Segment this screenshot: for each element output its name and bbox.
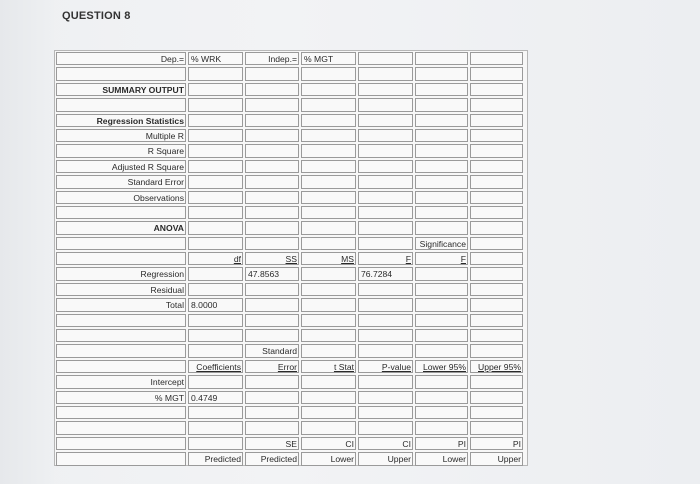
f-header: F bbox=[405, 254, 411, 265]
cell[interactable] bbox=[358, 83, 413, 96]
cell[interactable] bbox=[188, 437, 243, 450]
cell[interactable] bbox=[470, 283, 523, 296]
cell[interactable] bbox=[56, 344, 186, 357]
spacer bbox=[524, 266, 527, 281]
anova-row-label-cell[interactable] bbox=[56, 283, 186, 296]
regression-ms-cell[interactable] bbox=[301, 267, 356, 280]
cell[interactable] bbox=[301, 206, 356, 219]
cell[interactable] bbox=[56, 98, 186, 111]
spacer bbox=[524, 420, 527, 435]
cell[interactable] bbox=[56, 452, 186, 465]
f-header-cell[interactable] bbox=[358, 252, 413, 265]
cell[interactable] bbox=[415, 144, 468, 157]
stat-label-cell[interactable] bbox=[56, 191, 186, 204]
regression-sig-cell[interactable] bbox=[415, 267, 468, 280]
cell[interactable] bbox=[470, 129, 523, 142]
spacer bbox=[524, 143, 527, 158]
cell[interactable] bbox=[470, 114, 523, 127]
cell[interactable] bbox=[415, 67, 468, 80]
cell[interactable] bbox=[188, 406, 243, 419]
cell[interactable] bbox=[245, 175, 299, 188]
cell[interactable] bbox=[358, 67, 413, 80]
cell[interactable] bbox=[245, 114, 299, 127]
cell[interactable] bbox=[188, 83, 243, 96]
spacer bbox=[524, 328, 527, 343]
cell[interactable] bbox=[301, 129, 356, 142]
cell[interactable] bbox=[56, 237, 186, 250]
spacer bbox=[524, 282, 527, 297]
mgt-coef-cell[interactable] bbox=[188, 391, 243, 404]
cell[interactable] bbox=[245, 406, 299, 419]
summary-output-label: SUMMARY OUTPUT bbox=[102, 84, 184, 95]
upper-95-header: Upper 95% bbox=[478, 361, 521, 372]
cell[interactable] bbox=[245, 67, 299, 80]
regression-statistics-title: Regression Statistics bbox=[96, 115, 184, 126]
cell[interactable] bbox=[470, 267, 523, 280]
observations-value-cell[interactable] bbox=[188, 191, 243, 204]
stat-label-observations: Observations bbox=[133, 192, 184, 203]
regression-df-cell[interactable] bbox=[188, 267, 243, 280]
significance-f-header: F bbox=[460, 254, 466, 265]
cell[interactable] bbox=[301, 406, 356, 419]
stat-label-r-square: R Square bbox=[147, 146, 184, 157]
spacer bbox=[524, 205, 527, 220]
stat-label-cell[interactable] bbox=[56, 144, 186, 157]
spacer bbox=[524, 390, 527, 405]
residual-ms-cell[interactable] bbox=[301, 283, 356, 296]
cell[interactable] bbox=[470, 314, 523, 327]
stat-label-cell[interactable] bbox=[56, 160, 186, 173]
significance-f-header-cell[interactable] bbox=[415, 252, 468, 265]
standard-error-value-cell[interactable] bbox=[188, 175, 243, 188]
cell[interactable] bbox=[358, 237, 413, 250]
cell[interactable] bbox=[358, 406, 413, 419]
anova-total-label: Total bbox=[165, 300, 184, 311]
stat-label-multiple-r: Multiple R bbox=[145, 130, 184, 141]
cell[interactable] bbox=[415, 83, 468, 96]
p-value-header-cell[interactable] bbox=[358, 360, 413, 373]
p-value-header: P-value bbox=[381, 361, 411, 372]
ci-lower-header-top: CI bbox=[345, 438, 354, 449]
spacer bbox=[524, 220, 527, 235]
cell[interactable] bbox=[301, 344, 356, 357]
cell[interactable] bbox=[301, 298, 356, 311]
predicted-header: Predicted bbox=[204, 454, 241, 465]
cell[interactable] bbox=[470, 329, 523, 342]
cell[interactable] bbox=[415, 98, 468, 111]
cell[interactable] bbox=[245, 206, 299, 219]
cell[interactable] bbox=[415, 391, 468, 404]
ss-header: SS bbox=[285, 254, 297, 265]
total-df-cell[interactable] bbox=[188, 298, 243, 311]
stat-label-adjusted-r-square: Adjusted R Square bbox=[111, 161, 184, 172]
lower-95-header-cell[interactable] bbox=[415, 360, 468, 373]
ci-lower-header-top-cell[interactable] bbox=[301, 437, 356, 450]
spacer bbox=[524, 51, 527, 66]
cell[interactable] bbox=[56, 67, 186, 80]
worksheet-grid bbox=[55, 51, 527, 465]
cell[interactable] bbox=[56, 314, 186, 327]
regression-f-value: 76.7284 bbox=[361, 269, 393, 280]
cell[interactable] bbox=[358, 344, 413, 357]
cell[interactable] bbox=[358, 129, 413, 142]
cell[interactable] bbox=[470, 160, 523, 173]
cell[interactable] bbox=[358, 191, 413, 204]
dep-label-cell[interactable] bbox=[56, 52, 186, 65]
significance-header: Significance bbox=[419, 238, 466, 249]
cell[interactable] bbox=[188, 67, 243, 80]
se-header-top: SE bbox=[285, 438, 297, 449]
cell[interactable] bbox=[470, 52, 523, 65]
cell[interactable] bbox=[245, 144, 299, 157]
dep-value: % WRK bbox=[191, 54, 222, 64]
upper-95-header-cell[interactable] bbox=[470, 360, 523, 373]
cell[interactable] bbox=[358, 160, 413, 173]
cell[interactable] bbox=[358, 52, 413, 65]
cell[interactable] bbox=[245, 314, 299, 327]
ci-lower-header-cell[interactable] bbox=[301, 452, 356, 465]
ci-upper-header-cell[interactable] bbox=[358, 452, 413, 465]
coefficients-header: Coefficients bbox=[196, 361, 241, 372]
cell[interactable] bbox=[415, 314, 468, 327]
regression-ss-cell[interactable] bbox=[245, 267, 299, 280]
cell[interactable] bbox=[188, 221, 243, 234]
anova-title: ANOVA bbox=[153, 223, 184, 234]
pi-lower-header-cell[interactable] bbox=[415, 452, 468, 465]
standard-error-header-top-cell[interactable] bbox=[245, 344, 299, 357]
total-df-value: 8.0000 bbox=[191, 300, 218, 311]
cell[interactable] bbox=[470, 252, 523, 265]
cell[interactable] bbox=[358, 375, 413, 388]
ci-lower-header: Lower bbox=[330, 454, 354, 465]
cell[interactable] bbox=[415, 206, 468, 219]
cell[interactable] bbox=[56, 206, 186, 219]
cell[interactable] bbox=[245, 129, 299, 142]
spacer bbox=[524, 374, 527, 389]
pi-upper-header: Upper bbox=[497, 454, 521, 465]
summary-output-cell[interactable] bbox=[56, 83, 186, 96]
cell[interactable] bbox=[188, 98, 243, 111]
cell[interactable] bbox=[415, 421, 468, 434]
cell[interactable] bbox=[301, 329, 356, 342]
anova-regression-label: Regression bbox=[140, 269, 184, 280]
coefficients-header-cell[interactable] bbox=[188, 360, 243, 373]
cell[interactable] bbox=[301, 83, 356, 96]
cell[interactable] bbox=[245, 160, 299, 173]
residual-df-cell[interactable] bbox=[188, 283, 243, 296]
se-header-top-cell[interactable] bbox=[245, 437, 299, 450]
standard-error-header: Error bbox=[277, 361, 297, 372]
cell[interactable] bbox=[470, 221, 523, 234]
indep-label-cell[interactable] bbox=[245, 52, 299, 65]
cell[interactable] bbox=[358, 298, 413, 311]
cell[interactable] bbox=[470, 344, 523, 357]
pi-upper-header-cell[interactable] bbox=[470, 452, 523, 465]
pi-lower-header-top-cell[interactable] bbox=[415, 437, 468, 450]
intercept-coef-cell[interactable] bbox=[188, 375, 243, 388]
t-stat-header: t Stat bbox=[333, 361, 354, 372]
regression-ss-value: 47.8563 bbox=[248, 269, 280, 280]
ci-upper-header-top-cell[interactable] bbox=[358, 437, 413, 450]
spacer bbox=[524, 405, 527, 420]
spacer bbox=[524, 82, 527, 97]
cell[interactable] bbox=[358, 144, 413, 157]
cell[interactable] bbox=[470, 175, 523, 188]
cell[interactable] bbox=[415, 191, 468, 204]
cell[interactable] bbox=[188, 206, 243, 219]
cell[interactable] bbox=[245, 329, 299, 342]
cell[interactable] bbox=[415, 52, 468, 65]
anova-row-label-cell[interactable] bbox=[56, 267, 186, 280]
cell[interactable] bbox=[470, 421, 523, 434]
standard-error-header-cell[interactable] bbox=[245, 360, 299, 373]
regression-worksheet bbox=[54, 50, 528, 466]
cell[interactable] bbox=[470, 191, 523, 204]
cell[interactable] bbox=[415, 298, 468, 311]
indep-value-cell[interactable] bbox=[301, 52, 356, 65]
cell[interactable] bbox=[301, 391, 356, 404]
cell[interactable] bbox=[415, 375, 468, 388]
indep-value: % MGT bbox=[304, 54, 334, 64]
se-predicted-header-cell[interactable] bbox=[245, 452, 299, 465]
cell[interactable] bbox=[470, 98, 523, 111]
cell[interactable] bbox=[358, 421, 413, 434]
cell[interactable] bbox=[245, 221, 299, 234]
cell[interactable] bbox=[56, 437, 186, 450]
cell[interactable] bbox=[470, 298, 523, 311]
cell[interactable] bbox=[301, 175, 356, 188]
cell[interactable] bbox=[470, 391, 523, 404]
cell[interactable] bbox=[188, 344, 243, 357]
cell[interactable] bbox=[415, 160, 468, 173]
pi-upper-header-top: PI bbox=[512, 438, 521, 449]
spacer bbox=[524, 190, 527, 205]
cell[interactable] bbox=[301, 421, 356, 434]
coef-row-label-cell[interactable] bbox=[56, 375, 186, 388]
ci-upper-header: Upper bbox=[387, 454, 411, 465]
multiple-r-value-cell[interactable] bbox=[188, 129, 243, 142]
anova-title-cell[interactable] bbox=[56, 221, 186, 234]
ci-upper-header-top: CI bbox=[402, 438, 411, 449]
pi-lower-header: Lower bbox=[442, 454, 466, 465]
spacer bbox=[524, 97, 527, 112]
cell[interactable] bbox=[415, 329, 468, 342]
cell[interactable] bbox=[301, 314, 356, 327]
coef-row-label-cell[interactable] bbox=[56, 391, 186, 404]
cell[interactable] bbox=[415, 114, 468, 127]
cell[interactable] bbox=[358, 206, 413, 219]
cell[interactable] bbox=[301, 98, 356, 111]
mgt-label: % MGT bbox=[154, 392, 184, 403]
cell[interactable] bbox=[415, 175, 468, 188]
cell[interactable] bbox=[358, 114, 413, 127]
se-predicted-header: Predicted bbox=[260, 454, 297, 465]
cell[interactable] bbox=[470, 67, 523, 80]
cell[interactable] bbox=[470, 144, 523, 157]
t-stat-header-cell[interactable] bbox=[301, 360, 356, 373]
indep-label: Indep.= bbox=[268, 54, 297, 64]
cell[interactable] bbox=[470, 206, 523, 219]
dep-label: Dep.= bbox=[160, 54, 184, 64]
predicted-header-cell[interactable] bbox=[188, 452, 243, 465]
cell[interactable] bbox=[188, 114, 243, 127]
spacer bbox=[524, 436, 527, 451]
cell[interactable] bbox=[56, 329, 186, 342]
stat-label-standard-error: Standard Error bbox=[127, 177, 184, 188]
cell[interactable] bbox=[358, 283, 413, 296]
cell[interactable] bbox=[188, 314, 243, 327]
cell[interactable] bbox=[245, 237, 299, 250]
cell[interactable] bbox=[301, 144, 356, 157]
ms-header: MS bbox=[341, 254, 354, 265]
cell[interactable] bbox=[56, 360, 186, 373]
regression-statistics-title-cell[interactable] bbox=[56, 114, 186, 127]
residual-ss-cell[interactable] bbox=[245, 283, 299, 296]
cell[interactable] bbox=[470, 375, 523, 388]
pi-lower-header-top: PI bbox=[457, 438, 466, 449]
cell[interactable] bbox=[188, 329, 243, 342]
stat-label-cell[interactable] bbox=[56, 129, 186, 142]
df-header-cell[interactable] bbox=[188, 252, 243, 265]
df-header: df bbox=[233, 254, 241, 265]
r-square-value-cell[interactable] bbox=[188, 144, 243, 157]
spacer bbox=[524, 113, 527, 128]
cell[interactable] bbox=[358, 221, 413, 234]
standard-error-header-top: Standard bbox=[262, 346, 297, 357]
significance-header-cell[interactable] bbox=[415, 237, 468, 250]
cell[interactable] bbox=[358, 175, 413, 188]
cell[interactable] bbox=[358, 329, 413, 342]
regression-f-cell[interactable] bbox=[358, 267, 413, 280]
cell[interactable] bbox=[301, 221, 356, 234]
ms-header-cell[interactable] bbox=[301, 252, 356, 265]
pi-upper-header-top-cell[interactable] bbox=[470, 437, 523, 450]
lower-95-header: Lower 95% bbox=[423, 361, 466, 372]
spacer bbox=[524, 236, 527, 251]
cell[interactable] bbox=[56, 252, 186, 265]
cell[interactable] bbox=[358, 98, 413, 111]
spacer bbox=[524, 451, 527, 466]
cell[interactable] bbox=[188, 237, 243, 250]
cell[interactable] bbox=[301, 114, 356, 127]
cell[interactable] bbox=[301, 237, 356, 250]
spacer bbox=[524, 251, 527, 266]
cell[interactable] bbox=[415, 283, 468, 296]
cell[interactable] bbox=[470, 83, 523, 96]
cell[interactable] bbox=[415, 406, 468, 419]
adjusted-r-square-value-cell[interactable] bbox=[188, 160, 243, 173]
question-title: QUESTION 8 bbox=[62, 10, 131, 22]
cell[interactable] bbox=[245, 421, 299, 434]
cell[interactable] bbox=[301, 375, 356, 388]
stat-label-cell[interactable] bbox=[56, 175, 186, 188]
left-margin bbox=[0, 0, 54, 484]
dep-value-cell[interactable] bbox=[188, 52, 243, 65]
anova-residual-label: Residual bbox=[150, 284, 184, 295]
cell[interactable] bbox=[56, 406, 186, 419]
cell[interactable] bbox=[56, 421, 186, 434]
spacer bbox=[524, 159, 527, 174]
spacer bbox=[524, 359, 527, 374]
spacer bbox=[524, 313, 527, 328]
intercept-label: Intercept bbox=[150, 377, 184, 388]
cell[interactable] bbox=[245, 98, 299, 111]
cell[interactable] bbox=[415, 221, 468, 234]
cell[interactable] bbox=[301, 191, 356, 204]
cell[interactable] bbox=[301, 67, 356, 80]
spacer bbox=[524, 128, 527, 143]
cell[interactable] bbox=[470, 237, 523, 250]
cell[interactable] bbox=[358, 314, 413, 327]
cell[interactable] bbox=[415, 344, 468, 357]
cell[interactable] bbox=[245, 83, 299, 96]
total-ss-cell[interactable] bbox=[245, 298, 299, 311]
cell[interactable] bbox=[188, 421, 243, 434]
cell[interactable] bbox=[245, 191, 299, 204]
anova-row-label-cell[interactable] bbox=[56, 298, 186, 311]
cell[interactable] bbox=[245, 391, 299, 404]
cell[interactable] bbox=[415, 129, 468, 142]
cell[interactable] bbox=[301, 160, 356, 173]
spacer bbox=[524, 66, 527, 81]
cell[interactable] bbox=[358, 391, 413, 404]
ss-header-cell[interactable] bbox=[245, 252, 299, 265]
cell[interactable] bbox=[245, 375, 299, 388]
cell[interactable] bbox=[470, 406, 523, 419]
spacer bbox=[524, 343, 527, 358]
mgt-coef-value: 0.4749 bbox=[191, 392, 218, 403]
spacer bbox=[524, 174, 527, 189]
spacer bbox=[524, 297, 527, 312]
